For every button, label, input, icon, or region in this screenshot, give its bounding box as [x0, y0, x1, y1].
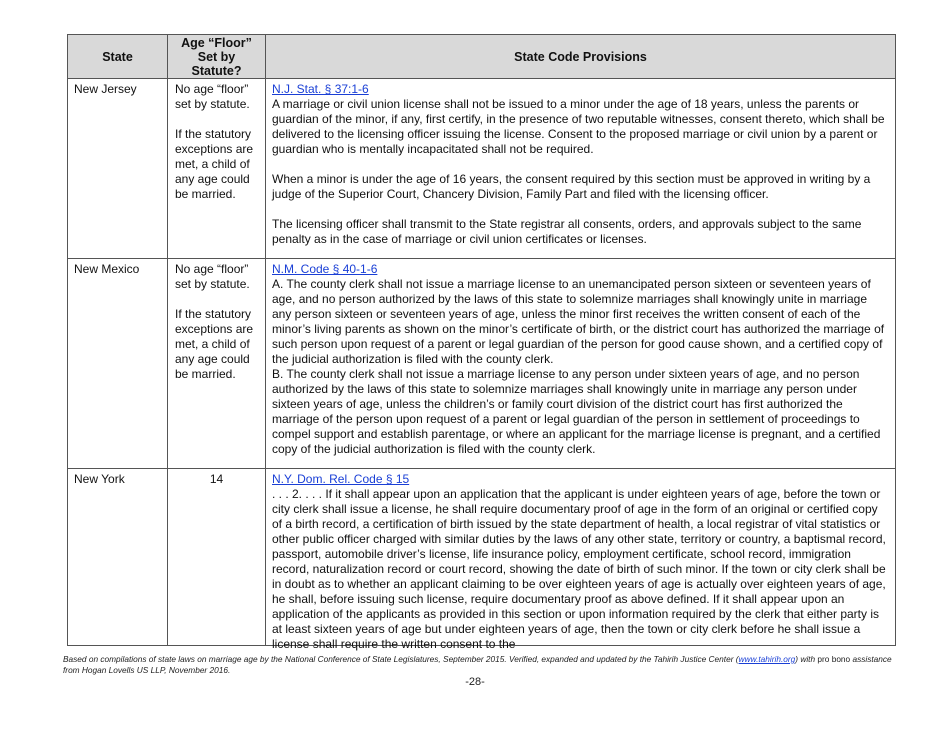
age-floor-text: If the statutory exceptions are met, a child of any age could be married.	[175, 307, 254, 381]
age-floor-cell: 14	[168, 469, 266, 646]
footnote-text: ) with	[795, 654, 818, 664]
provision-paragraph: B. The county clerk shall not issue a marriage license to any person under sixteen years of age, and no person authorized by the laws of this state to solemnize marriages shall knowingly unite in marriage any person under sixteen years of age, unless the children’s or family court division of the district court has first authorized the marriage of the person upon request of a parent or legal guardian of the person in settlement of proceedings to compel support and establish parentage, or where an applicant for the marriage license is pregnant, and a certified copy of the judicial authorization is filed with the county clerk.	[272, 367, 881, 456]
header-state: State	[68, 35, 168, 79]
source-footnote	[63, 654, 893, 676]
age-floor-cell	[168, 259, 266, 469]
table-header-row	[68, 35, 896, 79]
header-code-provisions: State Code Provisions	[266, 35, 896, 79]
statute-citation-link[interactable]: N.J. Stat. § 37:1-6	[272, 82, 369, 96]
page-number: -28-	[465, 676, 485, 688]
age-floor-text: No age “floor” set by statute.	[175, 82, 250, 111]
statute-citation-link[interactable]: N.Y. Dom. Rel. Code § 15	[272, 472, 410, 486]
table-row	[68, 469, 896, 646]
state-name: New Jersey	[68, 79, 168, 259]
age-floor-text: If the statutory exceptions are met, a child of any age could be married.	[175, 127, 254, 201]
age-floor-text: No age “floor” set by statute.	[175, 262, 250, 291]
header-age-floor: Age “Floor” Set by Statute?	[168, 35, 266, 79]
provision-paragraph: . . . 2. . . . If it shall appear upon an application that the applicant is under eighteen years of age, before the town or city clerk shall issue a license, he shall require documentary proof of age in the form of an original or certified copy of a birth record, a certification of birth issued by the state department of health, a local registrar of vital statistics or other public officer charged with similar duties by the laws of any other state, territory or country, a baptismal record, passport, automobile driver’s license, life insurance policy, employment certificate, school record, immigration record, naturalization record or court record, showing the date of birth of such minor. If the town or city clerk shall be in doubt as to whether an applicant claiming to be over eighteen years of age is actually over eighteen years of age, he shall, before issuing such license, require documentary proof as above defined. If it shall appear upon an application of the applicants as provided in this section or upon information required by the clerk that either party is at least sixteen years of age but under eighteen years of age, then the town or city clerk before he shall issue a license shall require the written consent to the	[272, 487, 886, 651]
code-provisions-cell	[266, 79, 896, 259]
footnote-text: assistance from Hogan Lovells US LLP, November 2016.	[63, 654, 892, 675]
table-row	[68, 259, 896, 469]
provision-paragraph: The licensing officer shall transmit to the State registrar all consents, orders, and approvals subject to the same penalty as in the case of marriage or civil union certificates or licenses.	[272, 217, 862, 246]
code-provisions-cell	[266, 469, 896, 651]
code-provisions-cell	[266, 259, 896, 469]
footnote-text: pro bono	[817, 654, 851, 664]
provision-paragraph: A marriage or civil union license shall not be issued to a minor under the age of 18 years, unless the parents or guardian of the minor, if any, first certify, in the presence of two reputable witnesses, consent thereto, which shall be delivered to the licensing officer issuing the license. Consent to the proposed marriage or civil union by a parent or guardian who is mentally incapacitated shall not be required.	[272, 97, 885, 156]
tahirih-website-link[interactable]: www.tahirih.org	[738, 654, 796, 664]
state-name: New Mexico	[68, 259, 168, 469]
provision-paragraph: When a minor is under the age of 16 years, the consent required by this section must be approved in writing by a judge of the Superior Court, Chancery Division, Family Part and filed with the licensing officer.	[272, 172, 871, 201]
provision-paragraph: A. The county clerk shall not issue a marriage license to an unemancipated person sixteen or seventeen years of age, and no person authorized by the laws of this state to solemnize marriages shall knowingly unite in marriage any person sixteen or seventeen years of age, unless the minor first receives the written consent of each of the minor’s living parents as shown on the minor’s certificate of birth, or the district court has authorized the marriage of such person upon request of a parent or legal guardian of the person for good cause shown, and a certified copy of the judicial authorization is filed with the county clerk.	[272, 277, 885, 366]
table-row	[68, 79, 896, 259]
age-floor-cell	[168, 79, 266, 259]
statute-citation-link[interactable]: N.M. Code § 40-1-6	[272, 262, 378, 276]
footnote-text: Based on compilations of state laws on marriage age by the National Conference of State Legislatures, September 2015. Verified, expanded and updated by the Tahirih Justice Center (	[63, 654, 739, 664]
state-name: New York	[68, 469, 168, 646]
state-law-table	[67, 34, 896, 651]
